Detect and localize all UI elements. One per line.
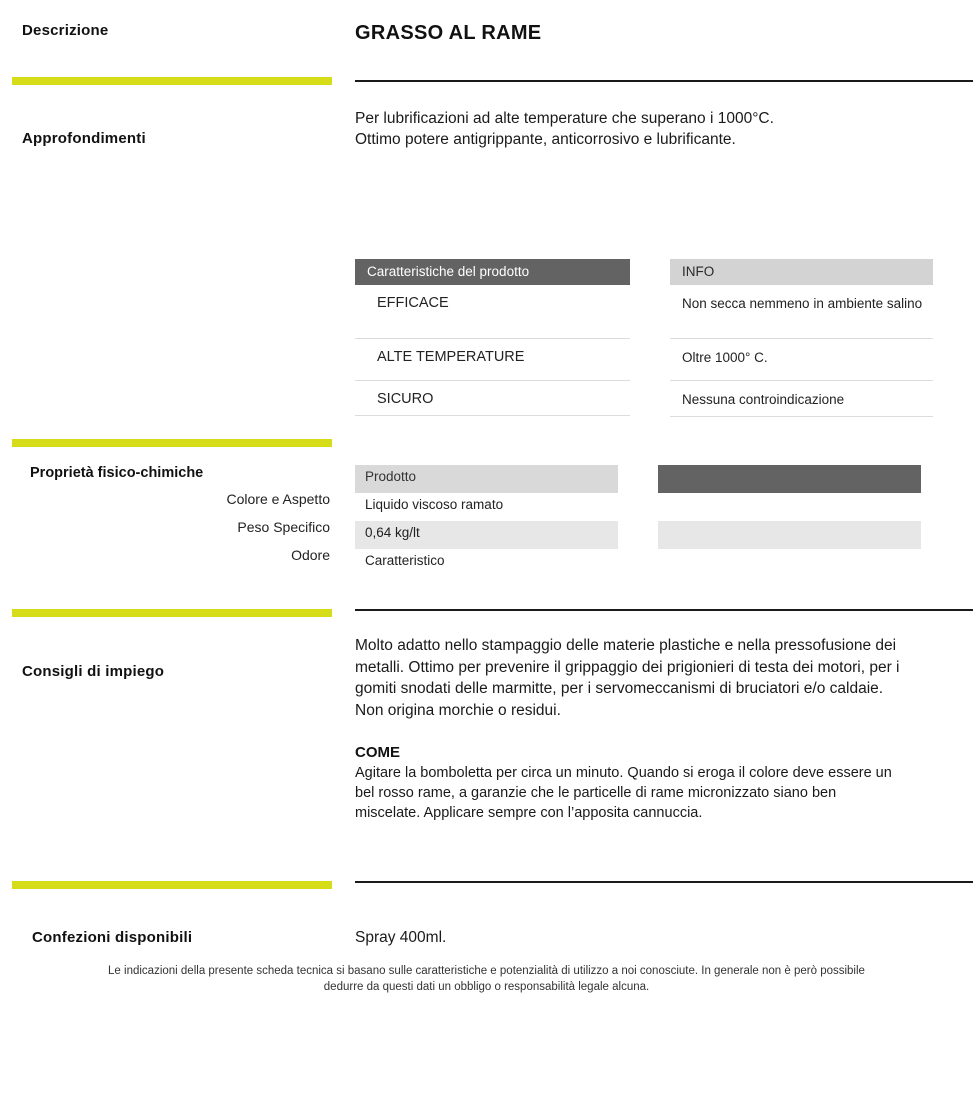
divider-header — [0, 77, 973, 85]
proprieta-label-peso: Peso Specifico — [237, 519, 330, 536]
yellow-divider-3 — [12, 609, 332, 617]
caratteristiche-table — [355, 259, 973, 417]
black-divider-3 — [355, 881, 973, 883]
divider-right-wrap — [340, 80, 973, 82]
divider-row-2 — [0, 439, 973, 447]
proprieta-column-secondary — [658, 465, 921, 577]
proprieta-header-prodotto: Prodotto — [355, 465, 618, 493]
proprieta-value-secondary-2 — [658, 521, 921, 549]
header-right — [340, 22, 973, 45]
footer-disclaimer — [0, 963, 973, 996]
divider-left-wrap-2 — [0, 439, 340, 447]
divider-row-4 — [0, 881, 973, 889]
consigli-row — [0, 633, 973, 823]
section-label-descrizione: Descrizione — [22, 22, 109, 39]
section-label-proprieta: Proprietà fisico-chimiche — [30, 465, 204, 482]
footer-line-2: dedurre da questi dati un obbligo o responsabilità legale alcuna. — [323, 981, 650, 994]
consigli-left — [0, 633, 340, 680]
proprieta-value-colore: Liquido viscoso ramato — [365, 497, 504, 513]
divider-row-3 — [0, 609, 973, 617]
table-row: SICURO — [355, 381, 630, 416]
confezioni-value: Spray 400ml. — [355, 928, 447, 946]
proprieta-value-secondary-1 — [658, 493, 921, 521]
black-divider-1 — [355, 80, 973, 82]
divider-left-wrap-4 — [0, 881, 340, 889]
yellow-divider-1 — [12, 77, 332, 85]
table-row: Oltre 1000° C. — [670, 339, 933, 381]
approfondimenti-row — [0, 108, 973, 151]
divider-right-wrap-3 — [340, 609, 973, 611]
approfondimenti-right — [340, 108, 973, 151]
table-row: EFFICACE — [355, 285, 630, 339]
caratteristiche-header-left: Caratteristiche del prodotto — [355, 259, 630, 285]
black-divider-2 — [355, 609, 973, 611]
table-row: Non secca nemmeno in ambiente salino — [670, 285, 933, 339]
confezioni-left — [0, 907, 340, 946]
intro-text-line2: Ottimo potere antigrippante, anticorrosivo e lubrificante. — [355, 131, 736, 149]
divider-left-wrap-3 — [0, 609, 340, 617]
table-row: ALTE TEMPERATURE — [355, 339, 630, 381]
confezioni-row — [0, 907, 973, 947]
approfondimenti-left — [0, 108, 340, 147]
header-left — [0, 22, 340, 39]
proprieta-value-odore: Caratteristico — [365, 553, 445, 569]
caratteristiche-table-wrap — [0, 259, 973, 417]
caratteristiche-column-info — [670, 259, 933, 417]
consigli-right — [340, 633, 973, 823]
confezioni-right — [340, 907, 973, 947]
divider-right-wrap-4 — [340, 881, 973, 883]
proprieta-labels — [30, 485, 340, 569]
footer-line-1: Le indicazioni della presente scheda tecnica si basano sulle caratteristiche e potenzialità di utilizzo a noi conosciute. In generale non è però possibile — [108, 964, 865, 977]
yellow-divider-2 — [12, 439, 332, 447]
proprieta-column-prodotto — [355, 465, 618, 577]
proprieta-label-odore: Odore — [291, 547, 330, 564]
caratteristiche-column-names — [355, 259, 630, 417]
intro-text-line1: Per lubrificazioni ad alte temperature che superano i 1000°C. — [355, 110, 774, 127]
consigli-body: Molto adatto nello stampaggio delle materie plastiche e nella pressofusione dei metalli. Ottimo per prevenire il grippaggio dei prigionieri di testa dei motori, per i gomiti snodati delle marmitte, per i servomeccanismi di bruciatori e/o caldaie. Non origina morchie o residui. — [355, 637, 900, 720]
header-row — [0, 0, 973, 45]
section-label-approfondimenti: Approfondimenti — [22, 130, 146, 147]
proprieta-value-peso: 0,64 kg/lt — [355, 521, 618, 549]
proprieta-header-secondary — [658, 465, 921, 493]
proprieta-right — [340, 465, 921, 577]
page-title: GRASSO AL RAME — [355, 22, 542, 44]
yellow-divider-4 — [12, 881, 332, 889]
section-label-confezioni: Confezioni disponibili — [32, 928, 193, 946]
proprieta-label-colore: Colore e Aspetto — [226, 491, 330, 508]
section-label-consigli: Consigli di impiego — [22, 663, 165, 681]
caratteristiche-header-right: INFO — [670, 259, 933, 285]
divider-left-wrap — [0, 77, 340, 85]
proprieta-left — [0, 465, 340, 569]
proprieta-value-secondary-3 — [658, 549, 921, 577]
proprieta-row — [0, 465, 973, 577]
consigli-come-body: Agitare la bomboletta per circa un minuto. Quando si eroga il colore deve essere un bel rosso rame, a garanzie che le particelle di rame micronizzato siano ben miscelate. Applicare sempre con l’apposita cannuccia. — [355, 764, 892, 821]
consigli-come-title: COME — [355, 743, 400, 761]
table-row: Nessuna controindicazione — [670, 381, 933, 417]
